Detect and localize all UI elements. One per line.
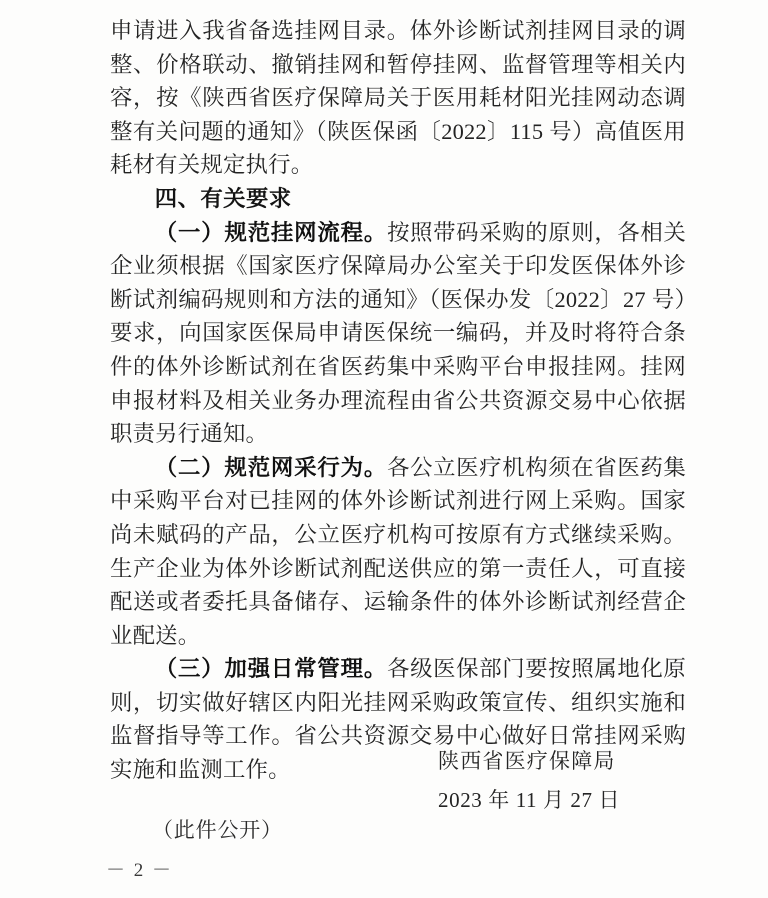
subsection-text-3: 各级医保部门要按照属地化原则，切实做好辖区内阳光挂网采购政策宣传、组织实施和监督指导等工作。省公共资源交易中心做好日常挂网采购实施和监测工作。 <box>110 656 686 783</box>
signature-block <box>438 742 688 820</box>
page-number-footer: － 2 － <box>106 860 174 881</box>
public-release-note: （此件公开） <box>152 818 283 842</box>
subsection-item-1 <box>110 216 686 451</box>
subsection-label-2: （二）规范网采行为。 <box>154 454 388 480</box>
document-body <box>110 14 686 787</box>
section-heading-four: 四、有关要求 <box>154 185 292 211</box>
subsection-item-2 <box>110 451 686 653</box>
subsection-label-3: （三）加强日常管理。 <box>154 656 388 682</box>
subsection-label-1: （一）规范挂网流程。 <box>154 219 388 245</box>
signature-organization: 陕西省医疗保障局 <box>438 749 616 773</box>
continued-paragraph: 申请进入我省备选挂网目录。体外诊断试剂挂网目录的调整、价格联动、撤销挂网和暂停挂网、监督管理等相关内容，按《陕西省医疗保障局关于医用耗材阳光挂网动态调整有关问题的通知》（陕医保函〔2022〕115 号）高值医用耗材有关规定执行。 <box>110 18 686 178</box>
signature-date: 2023 年 11 月 27 日 <box>438 788 621 812</box>
subsection-text-2: 各公立医疗机构须在省医药集中采购平台对已挂网的体外诊断试剂进行网上采购。国家尚未赋码的产品，公立医疗机构可按原有方式继续采购。生产企业为体外诊断试剂配送供应的第一责任人，可直接配送或者委托具备储存、运输条件的体外诊断试剂经营企业配送。 <box>110 454 686 648</box>
subsection-text-1: 按照带码采购的原则，各相关企业须根据《国家医疗保障局办公室关于印发医保体外诊断试剂编码规则和方法的通知》（医保办发〔2022〕27 号）要求，向国家医保局申请医保统一编码，并及时将符合条件的体外诊断试剂在省医药集中采购平台申报挂网。挂网申报材料及相关业务办理流程由省公共资源交易中心依据职责另行通知。 <box>110 219 686 447</box>
